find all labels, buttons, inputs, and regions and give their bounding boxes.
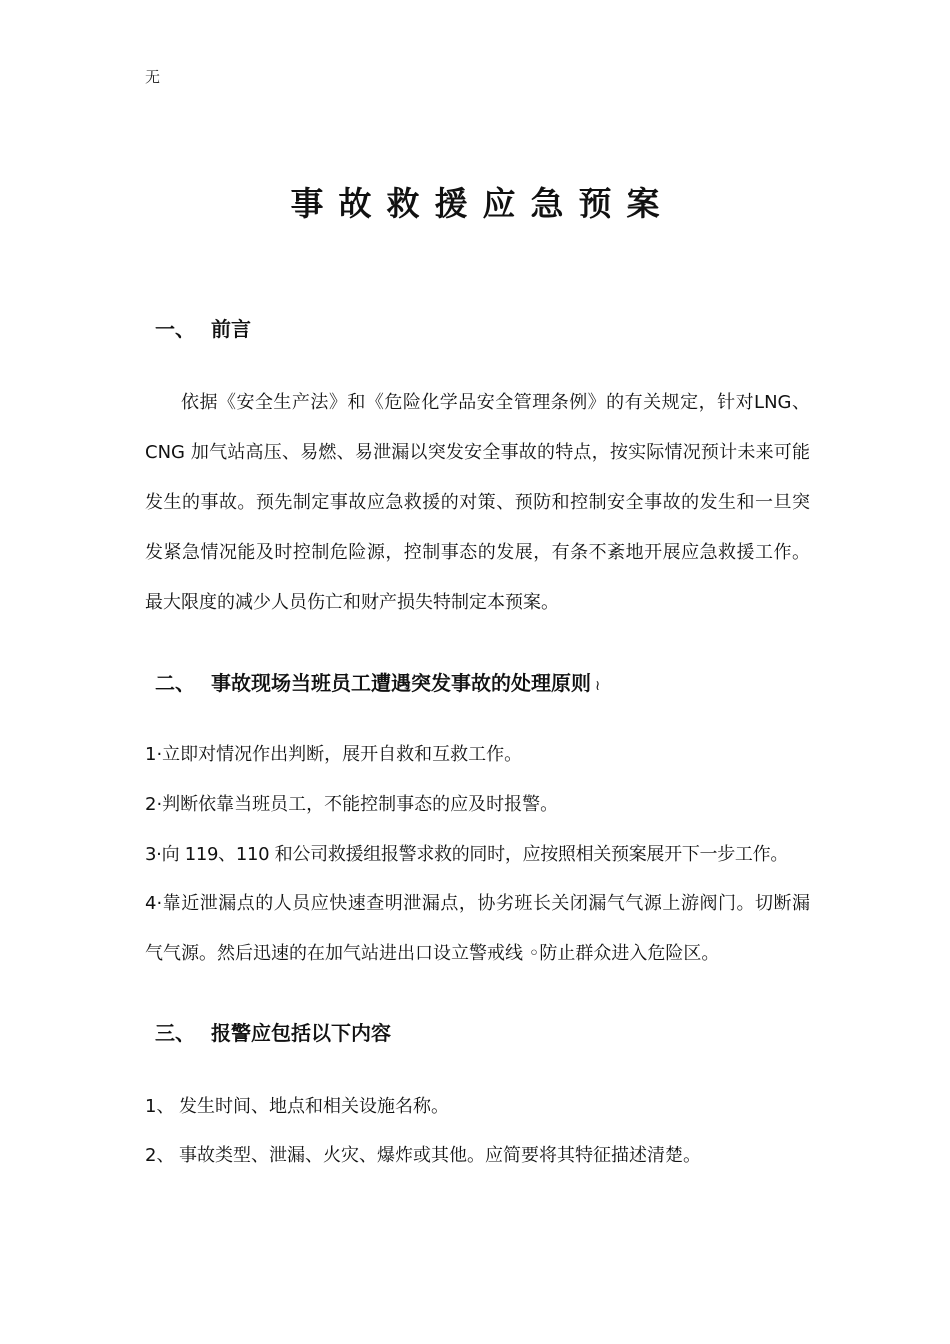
section-heading-3 — [155, 1017, 391, 1046]
section-title: 前言 — [211, 317, 251, 341]
report-item — [145, 1131, 815, 1181]
item-number: 1、 — [145, 1096, 175, 1117]
section-number: 三、 — [155, 1021, 195, 1045]
header-mark: 无 — [145, 68, 161, 86]
section-heading-2 — [155, 667, 600, 696]
heading-tail-mark: ≀ — [595, 678, 601, 694]
section-number: 一、 — [155, 317, 195, 341]
report-item — [145, 1082, 815, 1132]
section-title: 报警应包括以下内容 — [211, 1021, 391, 1045]
principle-item: 3·向 119、110 和公司救援组报警求救的同时，应按照相关预案展开下一步工作。 — [145, 844, 789, 865]
section-heading-1 — [155, 313, 251, 342]
principle-item: 2·判断依靠当班员工，不能控制事态的应及时报警。 — [145, 794, 559, 815]
section-title: 事故现场当班员工遭遇突发事故的处理原则 — [211, 671, 591, 695]
preface-paragraph: 依据《安全生产法》和《危险化学品安全管理条例》的有关规定，针对LNG、CNG 加气站高压、易燃、易泄漏以突发安全事故的特点，按实际情况预计未来可能发生的事故。预先制定事故应急救援的对策、预防和控制安全事故的发生和一旦突发紧急情况能及时控制危险源，控制事态的发展，有条不紊地开展应急救援工作。最大限度的减少人员伤亡和财产损失特制定本预案。 — [145, 392, 810, 613]
item-text: 发生时间、地点和相关设施名称。 — [179, 1096, 449, 1117]
item-text: 事故类型、泄漏、火灾、爆炸或其他。应简要将其特征描述清楚。 — [179, 1145, 701, 1166]
item-number: 2、 — [145, 1145, 175, 1166]
principle-item: 1·立即对情况作出判断，展开自救和互救工作。 — [145, 744, 523, 765]
document-title: 事故救援应急预案 — [290, 184, 675, 223]
section-number: 二、 — [155, 671, 195, 695]
principle-item: 4·靠近泄漏点的人员应快速查明泄漏点，协劣班长关闭漏气气源上游阀门。切断漏气气源。然后迅速的在加气站进出口设立警戒线 ◦防止群众进入危险区。 — [145, 893, 810, 964]
